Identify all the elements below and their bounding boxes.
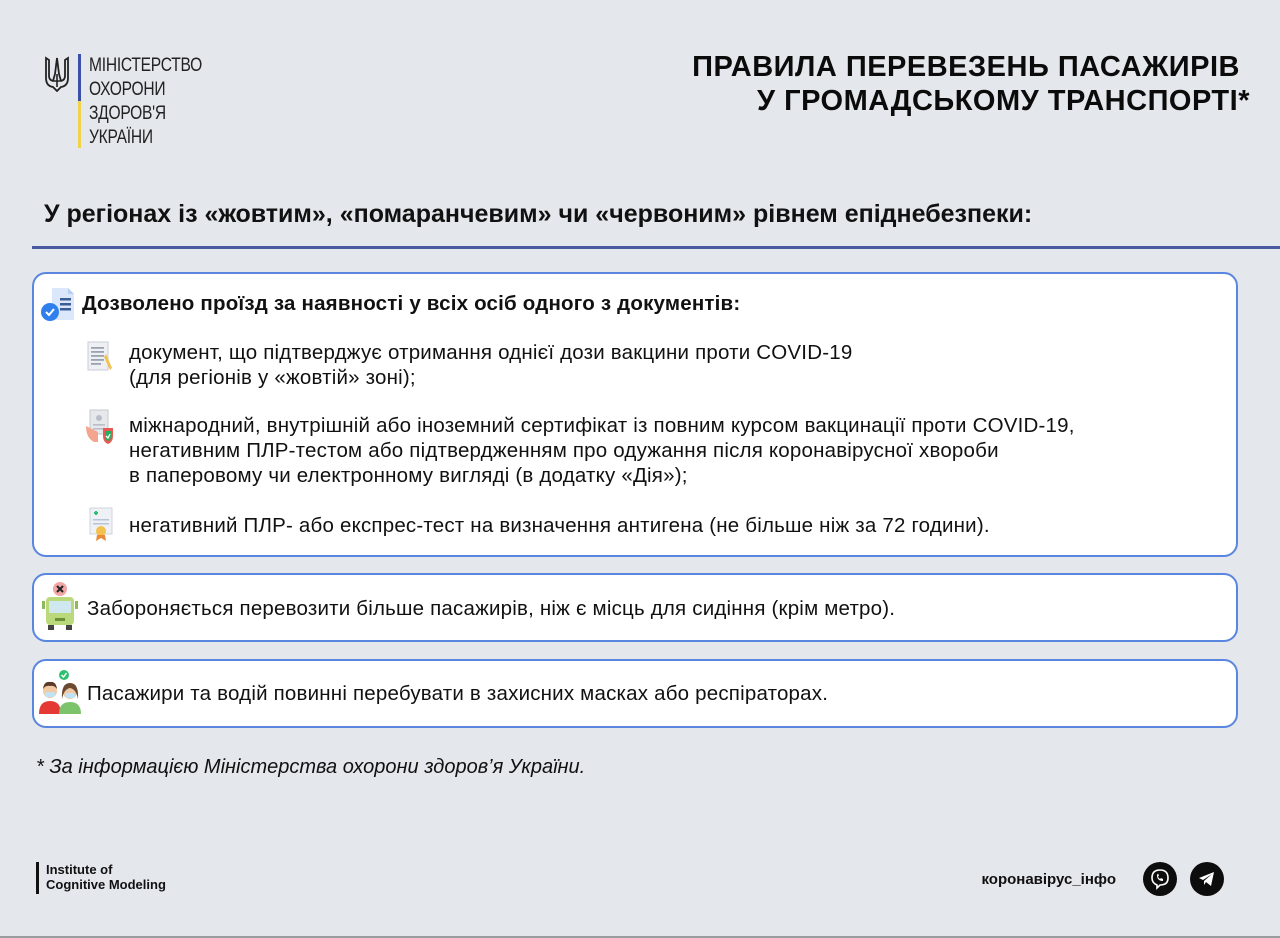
social-handle: коронавірус_інфо: [981, 870, 1116, 888]
title-line-1: ПРАВИЛА ПЕРЕВЕЗЕНЬ ПАСАЖИРІВ: [692, 51, 1240, 83]
seating-rule-text: Забороняється перевозити більше пасажирів, ніж є місць для сидіння (крім метро).: [87, 597, 896, 620]
document-option-1: [129, 340, 852, 390]
institute-line-1: Institute of: [46, 862, 113, 877]
logo-line: ОХОРОНИ: [89, 79, 166, 100]
option-line: негативним ПЛР-тестом або підтвердженням про одужання після коронавірусної хвороби: [129, 439, 999, 462]
institute-bar: [36, 862, 39, 894]
ministry-name: [89, 54, 202, 150]
logo-line: ЗДОРОВ'Я: [89, 103, 166, 124]
viber-icon[interactable]: [1143, 862, 1177, 896]
section-heading: У регіонах із «жовтим», «помаранчевим» чи «червоним» рівнем епіднебезпеки:: [44, 200, 1033, 228]
institute-line-2: Cognitive Modeling: [46, 877, 166, 892]
logo-line: МІНІСТЕРСТВО: [89, 55, 203, 76]
page-title: [692, 50, 1250, 118]
logo-line: УКРАЇНИ: [89, 127, 153, 148]
card-heading: Дозволено проїзд за наявності у всіх осіб одного з документів:: [82, 292, 741, 315]
test-certificate-icon: [88, 506, 116, 542]
divider: [32, 246, 1280, 249]
flag-bar: [78, 54, 81, 148]
document-option-2: [129, 413, 1075, 488]
source-footnote: * За інформацією Міністерства охорони здоров’я України.: [36, 756, 586, 778]
social-links: [981, 862, 1224, 896]
ministry-logo: [44, 54, 227, 150]
institute-logo: [36, 862, 166, 894]
option-line: в паперовому чи електронному вигляді (в додатку «Дія»);: [129, 464, 688, 487]
option-line: (для регіонів у «жовтій» зоні);: [129, 366, 416, 389]
document-check-icon: [40, 286, 76, 322]
bus-cross-icon: [40, 581, 80, 633]
option-line: документ, що підтверджує отримання однієї дози вакцини проти COVID-19: [129, 341, 853, 364]
seating-rule-card: [32, 573, 1238, 642]
title-line-2: У ГРОМАДСЬКОМУ ТРАНСПОРТІ*: [757, 85, 1250, 117]
document-pencil-icon: [86, 340, 116, 374]
certificate-shield-icon: [84, 408, 118, 446]
telegram-icon[interactable]: [1190, 862, 1224, 896]
trident-icon: [44, 56, 70, 92]
people-mask-icon: [38, 669, 82, 715]
mask-rule-card: [32, 659, 1238, 728]
document-option-3: негативний ПЛР- або експрес-тест на визначення антигена (не більше ніж за 72 години).: [129, 514, 990, 537]
mask-rule-text: Пасажири та водій повинні перебувати в захисних масках або респіраторах.: [87, 682, 829, 705]
option-line: міжнародний, внутрішній або іноземний сертифікат із повним курсом вакцинації проти COVID-19,: [129, 414, 1075, 437]
allowed-documents-card: [32, 272, 1238, 557]
